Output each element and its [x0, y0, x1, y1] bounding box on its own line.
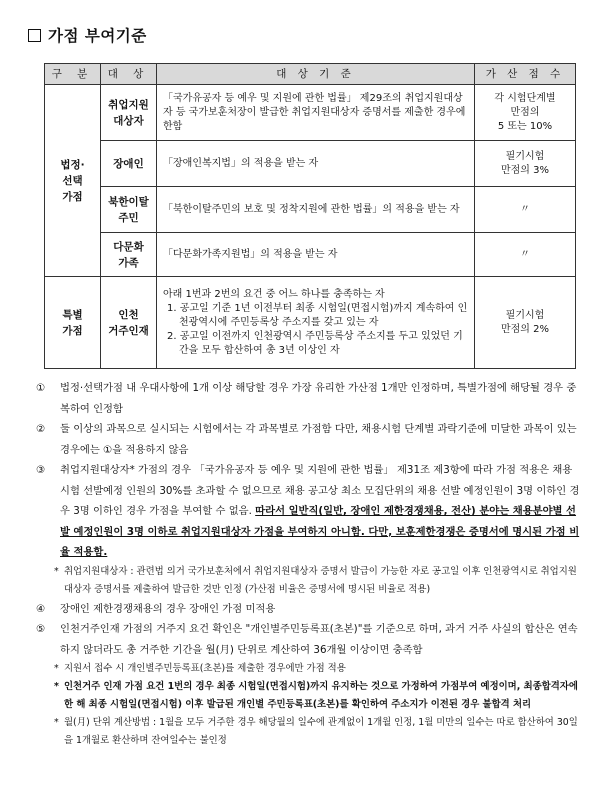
section-title: 가점 부여기준	[28, 24, 147, 46]
header-target: 대 상	[101, 64, 157, 85]
criteria-cell: 아래 1번과 2번의 요건 중 어느 하나를 충족하는 자 1. 공고일 기준 1년 이전부터 최종 시험일(면접시험)까지 계속하여 인천광역시에 주민등록상 주소지를 갖고 있는 자 2. 공고일 이전까지 인천광역시 주민등록상 주소지를 두고 있었던 기간을 모두 합산하여 총 3년 이상인 자	[157, 277, 475, 369]
bonus-points-table	[44, 63, 576, 369]
criteria-cell: 「국가유공자 등 예우 및 지원에 관한 법률」 제29조의 취업지원대상자 등 국가보훈처장이 발급한 취업지원대상자 증명서를 제출한 경우에 한함	[157, 85, 475, 141]
note-item: ② 둘 이상의 과목으로 실시되는 시험에서는 각 과목별로 가점함 다만, 채용시험 단계별 과락기준에 미달한 과목이 있는 경우에는 ①을 적용하지 않음	[36, 423, 577, 456]
note-sub-item: * 취업지원대상자 : 관련법 의거 국가보훈처에서 취업지원대상자 증명서 발급이 가능한 자로 공고일 이후 인천광역시로 취업지원대상자 증명서를 제출하여 발급한 것만 인정 (가산점 비율은 증명서에 명시된 비율로 적용)	[54, 565, 577, 595]
notes-list	[36, 378, 580, 750]
note-item: ③ 취업지원대상자* 가점의 경우 「국가유공자 등 예우 및 지원에 관한 법률」 제31조 제3항에 따라 가점 적용은 채용시험 선발예정 인원의 30%를 초과할 수 없으므로 채용 공고상 최소 모집단위의 채용 선발 예정인원이 3명 이하인 경우 3명 이하인 경우 가점을 부여할 수 없음. 따라서 일반직(일반, 장애인 제한경쟁채용, 전산) 분야는 채용분야별 선발 예정인원이 3명 이하로 취업지원대상자 가점을 부여하지 아니함. 다만, 보훈제한경쟁은 증명서에 명시된 가점 비율 적용함.	[36, 464, 580, 558]
table-row	[45, 187, 576, 233]
criteria-cell: 「다문화가족지원법」의 적용을 받는 자	[157, 233, 475, 277]
note-sub-item: * 지원서 접수 시 개인별주민등록표(초본)를 제출한 경우에만 가점 적용	[54, 663, 346, 674]
note-sub-item: * 인천거주 인재 가점 요건 1번의 경우 최종 시험일(면접시험)까지 유지하는 것으로 가정하여 가점부여 예정이며, 최종합격자에 한 해 최종 시험일(면접시험) 이후 발급된 개인별 주민등록표(초본)를 확인하여 주소지가 이전된 경우 불합격 처리	[54, 681, 578, 710]
points-cell: 〃	[475, 233, 576, 277]
table-row	[45, 141, 576, 187]
note-sub-item: * 월(月) 단위 계산방법 : 1월을 모두 거주한 경우 해당월의 일수에 관계없이 1개월 인정, 1월 미만의 일수는 따로 합산하여 30일을 1개월로 환산하며 잔여일수는 불인정	[54, 717, 578, 746]
table-row	[45, 85, 576, 141]
note-item: ⑤ 인천거주인재 가점의 거주지 요건 확인은 "개인별주민등록표(초본)"를 기준으로 하며, 과거 거주 사실의 합산은 연속하지 않더라도 총 거주한 기간을 월(月) 단위로 계산하여 36개월 이상이면 충족함	[36, 623, 578, 656]
points-cell: 각 시험단계별 만점의 5 또는 10%	[475, 85, 576, 141]
underlined-notice: 따라서 일반직(일반, 장애인 제한경쟁채용, 전산) 분야는 채용분야별 선발 예정인원이 3명 이하로 취업지원대상자 가점을 부여하지 아니함. 다만, 보훈제한경쟁은 증명서에 명시된 가점 비율 적용함.	[60, 505, 580, 558]
header-category: 구 분	[45, 64, 101, 85]
header-points: 가 산 점 수	[475, 64, 576, 85]
note-item: ④ 장애인 제한경쟁채용의 경우 장애인 가점 미적용	[36, 602, 276, 615]
target-cell: 취업지원 대상자	[101, 85, 157, 141]
note-item: ① 법정·선택가점 내 우대사항에 1개 이상 해당할 경우 가장 유리한 가산점 1개만 인정하며, 특별가점에 해당될 경우 중복하여 인정함	[36, 382, 577, 415]
target-cell: 북한이탈 주민	[101, 187, 157, 233]
list-item: 2. 공고일 이전까지 인천광역시 주민등록상 주소지를 두고 있었던 기간을 모두 합산하여 총 3년 이상인 자	[167, 330, 463, 356]
header-criteria: 대 상 기 준	[157, 64, 475, 85]
checkbox-square-icon	[28, 29, 41, 42]
list-item: 1. 공고일 기준 1년 이전부터 최종 시험일(면접시험)까지 계속하여 인천광역시에 주민등록상 주소지를 갖고 있는 자	[167, 302, 468, 328]
target-cell: 인천 거주인재	[101, 277, 157, 369]
points-cell: 필기시험 만점의 3%	[475, 141, 576, 187]
points-cell: 필기시험 만점의 2%	[475, 277, 576, 369]
target-cell: 다문화 가족	[101, 233, 157, 277]
table-row	[45, 233, 576, 277]
points-cell: 〃	[475, 187, 576, 233]
target-cell: 장애인	[101, 141, 157, 187]
table-header-row	[45, 64, 576, 85]
table-row	[45, 277, 576, 369]
criteria-cell: 「북한이탈주민의 보호 및 정착지원에 관한 법률」의 적용을 받는 자	[157, 187, 475, 233]
criteria-cell: 「장애인복지법」의 적용을 받는 자	[157, 141, 475, 187]
category-legal: 법정· 선택 가점	[45, 85, 101, 277]
criteria-list	[163, 302, 468, 358]
category-special: 특별 가점	[45, 277, 101, 369]
